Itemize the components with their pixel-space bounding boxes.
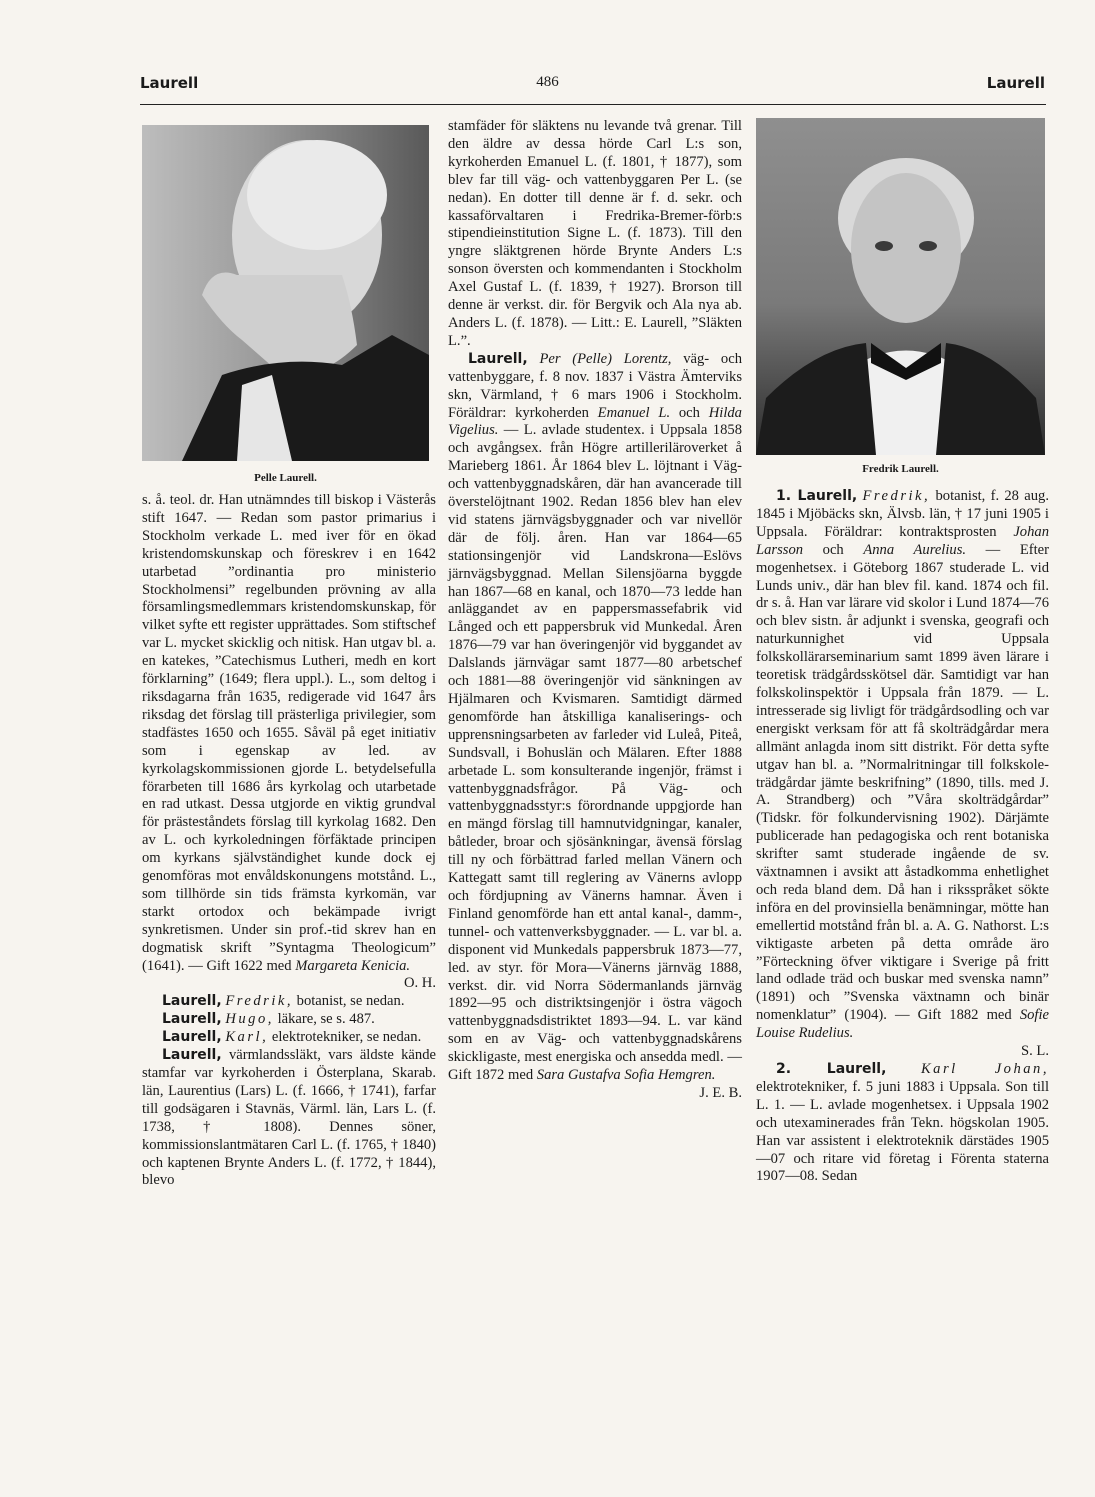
text-column-1: [142, 492, 436, 1190]
text-run: — L. avlade studentex. i Uppsala 1858 och avgångsex. från Högre artilleriläroverket å Marieberg 1861. År 1864 blev L. löjtnant i Väg- och vattenbyggnadskåren, där han avancerade till överstelöjtnant 1902. Redan 1856 blev han elev vid statens järnvägsbyggnader och var nivellör där de följ. åren. Han var 1864—65 stationsingenjör vid Landskrona—Eslövs järnvägsbyggnad. Mellan Silensjöarna byggde han 1867—68 en kanal, och 1870—73 ledde han anläggandet av en pappersmassefabrik vid Långed och ett pappersbruk vid Munkedal. Åren 1876—79 var han överingenjör vid byggandet av Dalslands järnvägar samt 1877—80 arbetschef och 1881—88 överingenjör vid sänkningen av Hjälmaren och Kvismaren. Samtidigt därmed genomförde han åtskilliga kanaliserings- och upprensningsarbeten av farleder vid Luleå, Piteå, Sundsvall, i Bohuslän och Mälaren. Efter 1888 arbetade L. som konsulterande ingenjör, främst i vattenbyggnadsfrågor. På Väg- och vattenbyggnadsstyr:s förordnande uppgjorde han en mängd förslag till hamnutvidgningar, kanaler, båtleder, broar och sjösänkningar, ävensä förslag till ny och förbättrad farled mellan Vänern och Kattegatt samt till reglering av Vänerns avlopp och fördjupning av Vänerns hamnar. Även i Finland genomförde han ett antal kanal-, damm-, tunnel- och vattenverksbyggnader. — L. var bl. a. disponent vid Munkedals pappersbruk 1873—77, led. av styr. för Mora—Vänerns järnväg 1888, verkst. dir. vid Norra Södermanlands järnväg 1892—95 och distriktsingenjör i östra vägoch vattenbyggnadsdistriktet 1893—94. L. var känd som en av Väg- och vattenbyggnadskårens skickligaste, mest energiska och ansedda medl. — Gift 1872 med: [448, 422, 742, 1084]
biography-entry: [756, 488, 1049, 1043]
cross-reference: [142, 993, 436, 1011]
biography-entry: [448, 350, 743, 1101]
spouse-name: Sara Gustafva Sofia Hemgren.: [536, 1067, 716, 1084]
entry-name: 1. Laurell,: [776, 488, 858, 504]
portrait-pelle-laurell: [142, 125, 429, 461]
text-run: stamfäder för släktens nu levande två grenar. Till den äldre av dessa hörde Carl L:s son, kyrkoherden Emanuel L. (f. 1801, † 1877), som blev far till väg- och vattenbyggaren Per L. (se nedan). En dotter till denne är f. d. sekr. och kassaförvaltaren i Fredrika-Bremer-förb:s stipendieinstitution Signe L. (f. 1873). Till den yngre släktgrenen hörde Brynte Anders L:s sonson översten och kommendanten i Stockholm Axel Gustaf L. (f. 1839, † 1927). Brorson till denne är verkst. dir. för Bergvik och Ala nya ab. Anders L. (f. 1878). — Litt.: E. Laurell, ”Släkten L.”.: [448, 118, 742, 349]
text-run: botanist, f. 28 aug. 1845 i Mjöbäcks skn, Älvsb. län, † 17 juni 1905 i Uppsala. Föräldrar: kontraktsprosten: [756, 488, 1049, 540]
parent-name: Emanuel L.: [597, 404, 671, 421]
text-run: elektrotekniker, se nedan.: [271, 1029, 422, 1046]
paragraph: [448, 118, 742, 351]
given-name: Per (Pelle) Lorentz,: [539, 350, 672, 367]
text-run: s. å. teol. dr. Han utnämndes till biskop i Västerås stift 1647. — Redan som pastor primarius i Stockholm verkade L. med iver för en ökad kristendomskunskap och föreskrev i en 1642 utarbetad ”ordinantia pro ministerio Stockholmensi” regelbunden prövning av alla församlingsmedlemmars kristendomskunskap, för vilket syfte ett register upprättades. Som stiftschef var L. mycket skicklig och nitisk. Han utgav bl. a. en katekes, ”Catechismus Lutheri, medh en kort förklarning” (1649; flera uppl.). L., som deltog i riksdagarna från 1635, redigerade vid 1647 års riksdag det förslag till prästerliga privilegier, som stadfästes 1650 och 1655. Såväl på eget initiativ som i egenskap av led. av kyrkolagskommissionen gjorde L. betydelsefulla förarbeten till 1686 års kyrkolag och utarbetade en rad utkast. Dessa utgjorde en viktig grundval för prästeståndets förslag till kyrkolag 1682. Den av L. och kyrkoledningen förfäktade principen om kyrkans självständighet kunde dock ej genomföras mot envåldskonungens motstånd. L., som tillhörde sin tids främsta kyrkomän, var starkt ortodox och bekämpade ivrigt synkretismen. Under sin prof.-tid skrev han en dogmatisk skrift ”Syntagma Theologicum” (1641). — Gift 1622 med: [142, 492, 436, 974]
given-name: Fredrik,: [862, 488, 931, 504]
running-head-right: Laurell: [986, 74, 1045, 92]
parent-name: Anna Aurelius.: [863, 541, 967, 558]
text-run: och: [822, 541, 844, 558]
author-signature: J. E. B.: [699, 1084, 742, 1101]
entry-name: Laurell,: [468, 350, 528, 367]
running-head-left: Laurell: [140, 74, 199, 92]
paragraph: [142, 492, 436, 992]
author-signature: O. H.: [403, 975, 436, 992]
given-name: Fredrik,: [225, 993, 293, 1010]
text-run: — Efter mogenhetsex. i Göteborg 1867 studerade L. vid Lunds univ., där han blev fil. kand. 1874 och fil. dr s. å. Han var lärare vid skolor i Lund 1874—76 och blev sistn. år adjunkt i svenska, geografi och naturkunnighet vid Uppsala folkskollärarseminarium samt 1899 även lärare i teoretisk trädgårdsskötsel där. Samtidigt var han folkskolinspektör i Uppsala från 1879. — L. intresserade sig livligt för trädgårdsodling och var energiskt verksam för att få skolträdgårdar mera allmänt anlagda inom sitt distrikt. För detta syfte utgav han bl. a. ”Normalritningar till folkskole-trädgårdar jämte beskrifning” (1890, tills. med J. A. Strandberg) och ”Våra skolträdgårdar” (Tidskr. för folkundervisning 1902). Därjämte publicerade han pedagogiska och rent botaniska skrifter samt studerade ingående de sv. växtnamnen i avsikt att åstadkomma enhetlighet och reda bland dem. Då han i riksspråket sökte införa en del provinsiella benämningar, mötte han emellertid motstånd från bl. a. A. G. Nathorst. L:s viktigaste arbeten på detta område äro ”Förteckning öfver viktigare i Sverige på fritt land odlade träd och buskar med svenska namn” (1891) och ”Svenska växtnamn och binär nomenklatur” (1904). — Gift 1882 med: [756, 541, 1050, 1024]
entry-name: Laurell,: [162, 993, 222, 1010]
spouse-name: Margareta Kenicia.: [295, 957, 411, 974]
portrait-fredrik-laurell: [756, 118, 1045, 455]
given-name: Karl,: [225, 1029, 269, 1046]
family-entry: [142, 1047, 436, 1190]
author-signature: S. L.: [1021, 1043, 1049, 1060]
cross-reference: [142, 1011, 436, 1029]
given-name: Hugo,: [225, 1011, 274, 1028]
parent-name: Johan Larsson: [756, 523, 1049, 558]
entry-name: 2. Laurell,: [776, 1061, 887, 1077]
text-run: botanist, se nedan.: [296, 993, 405, 1010]
text-run: elektrotekniker, f. 5 juni 1883 i Uppsala. Son till L. 1. — L. avlade mogenhetsex. i Uppsala 1902 och utexaminerades från Tekn. högskolan 1905. Han var assistent i elektroteknik därstädes 1905—07 och ritare vid företag i Förenta staterna 1907—08. Sedan: [756, 1078, 1049, 1185]
given-name: Karl Johan,: [920, 1061, 1050, 1077]
text-run: och: [678, 404, 700, 421]
page-number: 486: [536, 74, 559, 90]
text-run: läkare, se s. 487.: [277, 1011, 375, 1028]
header-rule: [140, 104, 1046, 105]
entry-name: Laurell,: [162, 1047, 222, 1064]
text-column-3: [756, 488, 1049, 1186]
biography-entry: [756, 1061, 1049, 1186]
text-run: värmlandssläkt, vars äldste kände stamfar var kyrkoherden i Österplana, Skarab. län, Laurentius (Lars) L. (f. 1666, † 1741), farfar till godsägaren i Stavnäs, Värml. län, Lars L. (f. 1738, † 1808). Dennes söner, kommissionslantmätaren Carl L. (f. 1765, † 1840) och kaptenen Brynte Anders L. (f. 1772, † 1844), blevo: [142, 1047, 436, 1189]
photo-caption: Fredrik Laurell.: [862, 463, 939, 475]
entry-name: Laurell,: [162, 1029, 222, 1046]
parent-name: Hilda Vigelius.: [448, 404, 742, 439]
photo-caption: Pelle Laurell.: [254, 472, 317, 484]
spouse-name: Sofie Louise Rudelius.: [756, 1007, 1049, 1042]
cross-reference: [142, 1029, 436, 1047]
text-run: väg- och vattenbyggare, f. 8 nov. 1837 i Västra Ämterviks skn, Värmland, † 6 mars 1906 i Stockholm. Föräldrar: kyrkoherden: [448, 350, 743, 421]
entry-name: Laurell,: [162, 1011, 222, 1028]
text-column-2: [448, 118, 742, 1103]
